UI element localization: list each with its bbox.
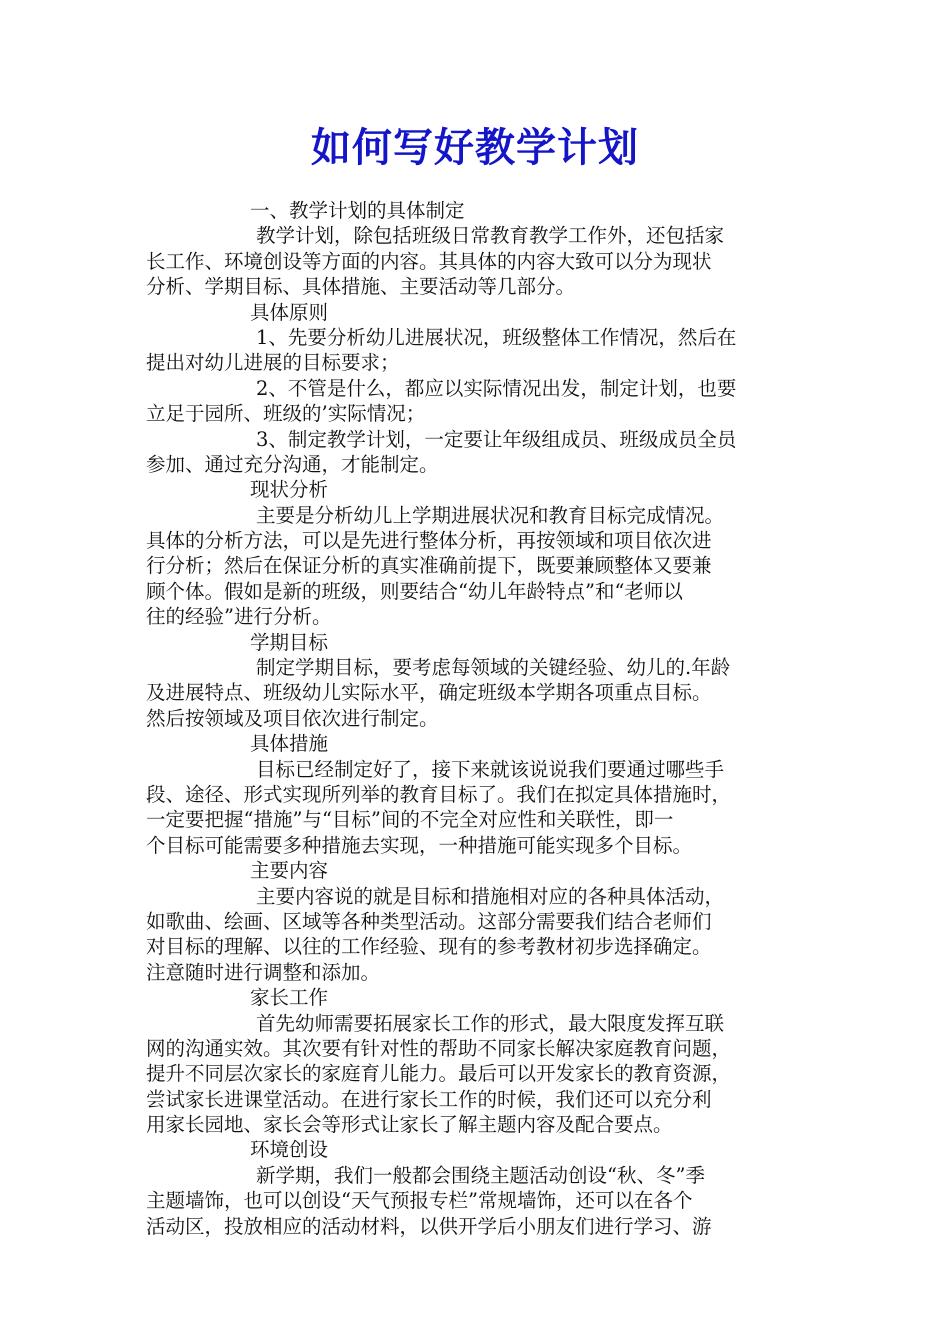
paragraph-line: 目标已经制定好了，接下来就该说说我们要通过哪些手	[256, 757, 725, 781]
paragraph-line: 往的经验”进行分析。	[146, 605, 332, 629]
section-heading: 学期目标	[250, 630, 329, 654]
paragraph-line: 教学计划，除包括班级日常教育教学工作外，还包括家	[256, 224, 725, 248]
paragraph-line: 个目标可能需要多种措施去实现，一种措施可能实现多个目标。	[146, 833, 693, 857]
paragraph-line: 1、先要分析幼儿进展状况，班级整体工作情况，然后在	[256, 325, 737, 349]
paragraph-line: 段、途径、形式实现所列举的教育目标了。我们在拟定具体措施时，	[146, 782, 732, 806]
paragraph-line: 顾个体。假如是新的班级，则要结合“幼儿年龄特点”和“老师以	[146, 579, 683, 603]
paragraph-line: 首先幼师需要拓展家长工作的形式，最大限度发挥互联	[256, 1011, 725, 1035]
section-heading: 一、教学计划的具体制定	[250, 199, 465, 222]
paragraph-line: 一定要把握“措施”与“目标”间的不完全对应性和关联性，即一	[146, 808, 674, 832]
paragraph-line: 主要内容说的就是目标和措施相对应的各种具体活动，	[256, 884, 725, 908]
paragraph-line: 参加、通过充分沟通，才能制定。	[146, 452, 439, 476]
paragraph-line: 然后按领域及项目依次进行制定。	[146, 706, 439, 730]
paragraph-line: 行分析；然后在保证分析的真实准确前提下，既要兼顾整体又要兼	[146, 554, 712, 578]
paragraph-line: 注意随时进行调整和添加。	[146, 960, 381, 984]
paragraph-line: 制定学期目标，要考虑每领域的关键经验、幼儿的.年龄	[256, 656, 731, 680]
paragraph-line: 2、不管是什么，都应以实际情况出发，制定计划，也要	[256, 376, 737, 400]
paragraph-line: 分析、学期目标、具体措施、主要活动等几部分。	[146, 275, 576, 299]
paragraph-line: 及进展特点、班级幼儿实际水平，确定班级本学期各项重点目标。	[146, 681, 712, 705]
paragraph-line: 立足于园所、班级的’实际情况；	[146, 402, 426, 426]
paragraph-line: 具体的分析方法，可以是先进行整体分析，再按领域和项目依次进	[146, 529, 712, 553]
paragraph-line: 用家长园地、家长会等形式让家长了解主题内容及配合要点。	[146, 1113, 673, 1137]
paragraph-line: 尝试家长进课堂活动。在进行家长工作的时候，我们还可以充分利	[146, 1087, 712, 1111]
paragraph-line: 如歌曲、绘画、区域等各种类型活动。这部分需要我们结合老师们	[146, 909, 712, 933]
paragraph-line: 活动区，投放相应的活动材料，以供开学后小朋友们进行学习、游	[146, 1214, 712, 1238]
paragraph-line: 提出对幼儿进展的目标要求；	[146, 351, 400, 375]
document-body	[146, 198, 808, 1239]
section-heading: 具体措施	[250, 732, 329, 756]
section-heading: 具体原则	[250, 300, 329, 324]
section-heading: 家长工作	[250, 986, 329, 1010]
paragraph-line: 长工作、环境创设等方面的内容。其具体的内容大致可以分为现状	[146, 249, 712, 273]
paragraph-line: 主要是分析幼儿上学期进展状况和教育目标完成情况。	[256, 503, 725, 527]
paragraph-line: 主题墙饰，也可以创设“天气预报专栏”常规墙饰，还可以在各个	[146, 1189, 693, 1213]
paragraph-line: 提升不同层次家长的家庭育儿能力。最后可以开发家长的教育资源，	[146, 1062, 732, 1086]
paragraph-line: 新学期，我们一般都会围绕主题活动创设“秋、冬”季	[256, 1163, 705, 1187]
section-heading: 主要内容	[250, 859, 329, 883]
section-heading: 环境创设	[250, 1138, 329, 1162]
document-title: 如何写好教学计划	[311, 125, 639, 171]
section-heading: 现状分析	[250, 478, 329, 502]
paragraph-line: 3、制定教学计划，一定要让年级组成员、班级成员全员	[256, 427, 737, 451]
paragraph-line: 网的沟通实效。其次要有针对性的帮助不同家长解决家庭教育问题，	[146, 1036, 732, 1060]
paragraph-line: 对目标的理解、以往的工作经验、现有的参考教材初步选择确定。	[146, 935, 712, 959]
